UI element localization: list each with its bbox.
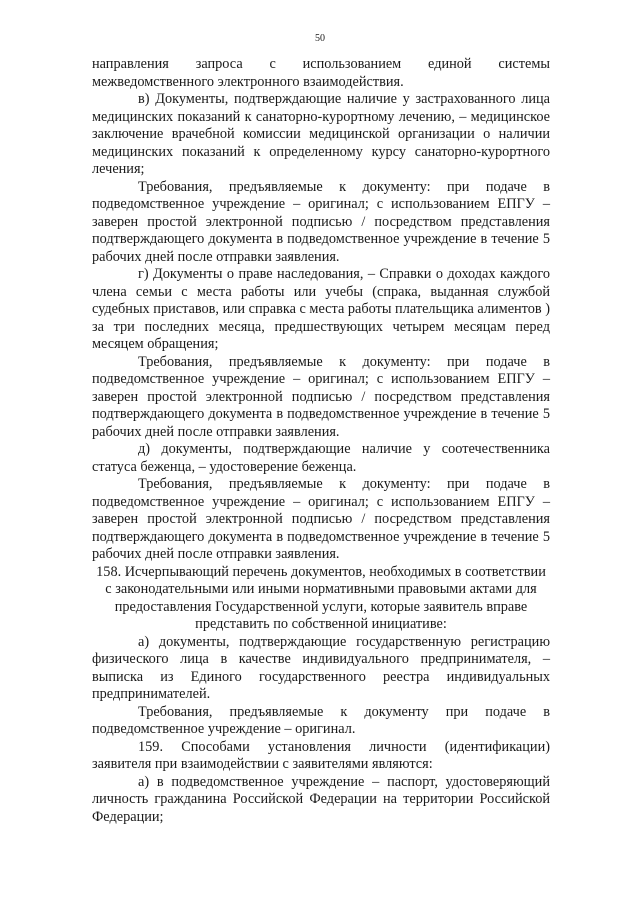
paragraph-item-d-refugee-documents: д) документы, подтверждающие наличие у соотечественника статуса беженца, – удостоверение беженца.	[92, 441, 550, 475]
paragraph-requirements-1: Требования, предъявляемые к документу: при подаче в подведомственное учреждение – оригинал; с использованием ЕПГУ – заверен простой электронной подписью / посредством представления подтверждающего документа в подведомственное учреждение в течение 5 рабочих дней после отправки заявления.	[92, 178, 550, 265]
paragraph-158-exhaustive-list: 158. Исчерпывающий перечень документов, необходимых в соответствии с законодательными или иными нормативными правовыми актами для предоставления Государственной услуги, которые заявитель вправе представить по собственной инициативе:	[96, 563, 546, 632]
paragraph-item-g-inheritance-documents: г) Документы о праве наследования, – Справки о доходах каждого члена семьи с места работы или учебы (спрака, выданная службой судебных приставов, или справка с места работы плательщика алиментов ) за три последних месяца, предшествующих четырем месяцам перед месяцем обращения;	[92, 266, 550, 352]
paragraph-159-item-a: а) в подведомственное учреждение – паспорт, удостоверяющий личность гражданина Российской Федерации на территории Российской Федерации;	[92, 773, 550, 825]
paragraph-159-identification-methods: 159. Способами установления личности (идентификации) заявителя при взаимодействии с заявителями являются:	[92, 738, 550, 772]
paragraph-158-item-a: а) документы, подтверждающие государственную регистрацию физического лица в качестве индивидуального предпринимателя, – выписка из Единого государственного реестра индивидуальных предпринимателей.	[92, 633, 550, 702]
page-number: 50	[315, 33, 325, 44]
paragraph-requirements-4: Требования, предъявляемые к документу при подаче в подведомственное учреждение – оригинал.	[92, 703, 550, 737]
paragraph-item-v-medical-documents: в) Документы, подтверждающие наличие у застрахованного лица медицинских показаний к санаторно-курортному лечению, – медицинское заключение врачебной комиссии медицинской организации о наличии медицинских показаний к определенному курсу санаторно-курортного лечения;	[92, 91, 550, 177]
paragraph-requirements-2: Требования, предъявляемые к документу: при подаче в подведомственное учреждение – оригинал; с использованием ЕПГУ – заверен простой электронной подписью / посредством представления подтверждающего документа в подведомственное учреждение в течение 5 рабочих дней после отправки заявления.	[92, 353, 550, 440]
document-body	[92, 56, 550, 826]
paragraph-requirements-3: Требования, предъявляемые к документу: при подаче в подведомственное учреждение – оригинал; с использованием ЕПГУ – заверен простой электронной подписью / посредством представления подтверждающего документа в подведомственное учреждение в течение 5 рабочих дней после отправки заявления.	[92, 476, 550, 562]
paragraph-request-direction: направления запроса с использованием единой системы межведомственного электронного взаимодействия.	[92, 56, 550, 90]
